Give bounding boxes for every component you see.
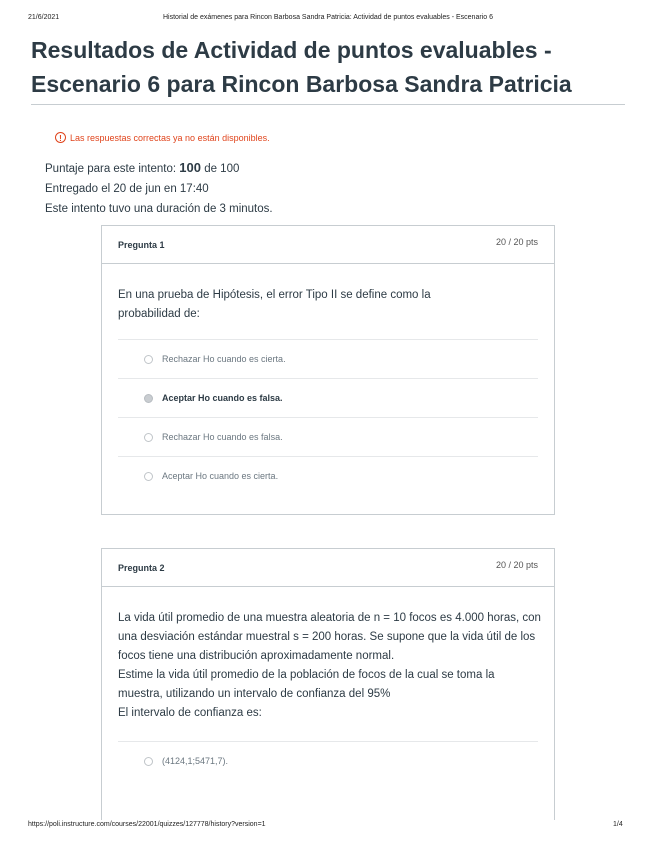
question-paragraph: Estime la vida útil promedio de la población de focos de la cual se toma la muestra, utilizando un intervalo de confianza del 95% — [118, 669, 495, 700]
question-body — [102, 264, 554, 495]
title-divider — [31, 104, 625, 105]
print-page-title: Historial de exámenes para Rincon Barbosa Sandra Patricia: Actividad de puntos evaluables - Escenario 6 — [163, 14, 493, 21]
question-2 — [101, 548, 555, 820]
radio-button[interactable] — [144, 472, 153, 481]
answer-label: (4124,1;5471,7). — [162, 755, 229, 766]
submitted-line: Entregado el 20 de jun en 17:40 — [45, 183, 209, 195]
score-label: Puntaje para este intento: — [45, 163, 177, 175]
print-footer — [0, 821, 655, 833]
warning-icon: ! — [55, 132, 66, 143]
answer-list — [118, 741, 538, 780]
score-total: de 100 — [204, 163, 240, 175]
answer-option-selected[interactable] — [118, 378, 538, 417]
score-value: 100 — [179, 160, 201, 175]
attempt-summary — [45, 158, 273, 219]
answer-option[interactable] — [118, 741, 538, 780]
radio-button[interactable] — [144, 757, 153, 766]
question-text — [118, 601, 542, 723]
radio-button[interactable] — [144, 355, 153, 364]
question-1 — [101, 225, 555, 515]
answer-list — [118, 339, 538, 495]
radio-button-selected[interactable] — [144, 394, 153, 403]
question-points: 20 / 20 pts — [495, 237, 538, 247]
answer-option[interactable] — [118, 339, 538, 378]
question-name: Pregunta 2 — [118, 563, 165, 573]
print-header — [0, 14, 655, 26]
answer-label: Aceptar Ho cuando es falsa. — [162, 392, 283, 403]
score-line — [45, 158, 273, 179]
page-title: Resultados de Actividad de puntos evaluables - Escenario 6 para Rincon Barbosa Sandra Patricia — [31, 37, 572, 97]
answer-option[interactable] — [118, 417, 538, 456]
question-header — [102, 549, 554, 587]
print-url: https://poli.instructure.com/courses/22001/quizzes/127778/history?version=1 — [28, 821, 266, 828]
answer-label: Rechazar Ho cuando es falsa. — [162, 431, 283, 442]
question-name: Pregunta 1 — [118, 240, 165, 250]
notice-text: Las respuestas correctas ya no están disponibles. — [70, 132, 270, 143]
answer-label: Aceptar Ho cuando es cierta. — [162, 470, 279, 481]
answer-label: Rechazar Ho cuando es cierta. — [162, 353, 286, 364]
print-page-number: 1/4 — [613, 821, 623, 828]
radio-button[interactable] — [144, 433, 153, 442]
question-paragraph: El intervalo de confianza es: — [118, 707, 262, 719]
question-text: En una prueba de Hipótesis, el error Tipo II se define como la probabilidad de: — [118, 289, 431, 320]
print-date: 21/6/2021 — [28, 14, 60, 21]
question-paragraph: La vida útil promedio de una muestra aleatoria de n = 10 focos es 4.000 horas, con una desviación estándar muestral s = 200 horas. Se supone que la vida útil de los focos tiene una distribución aproximadamente normal. — [118, 612, 541, 662]
question-body — [102, 587, 554, 780]
question-header — [102, 226, 554, 264]
answer-option[interactable] — [118, 456, 538, 495]
duration-line: Este intento tuvo una duración de 3 minutos. — [45, 203, 273, 215]
answers-unavailable-notice — [55, 132, 270, 143]
question-points: 20 / 20 pts — [495, 560, 538, 570]
